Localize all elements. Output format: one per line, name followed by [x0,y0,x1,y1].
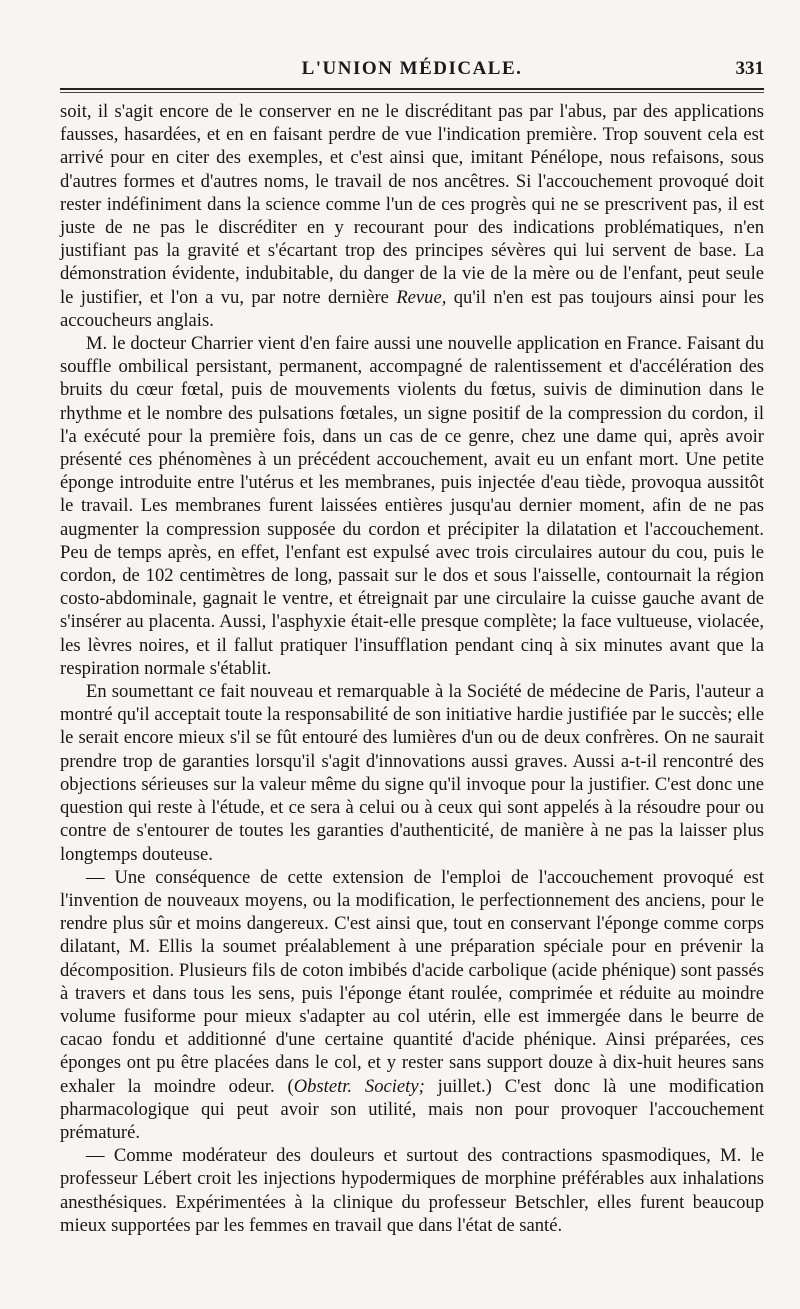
paragraph-text: — Comme modérateur des douleurs et surtout des contractions spasmodiques, M. le professeur Lébert croit les injections hypodermiques de morphine préférables aux inhalations anesthésiques. Expérimentées à la clinique du professeur Betschler, elles furent beaucoup mieux supportées par les femmes en travail que dans l'état de santé. [60,1145,764,1236]
paragraph-text: qu'il n'en est pas toujours ainsi pour les accoucheurs anglais. [60,286,764,331]
paragraph-text: soit, il s'agit encore de le conserver en ne le discréditant pas par l'abus, par des applications fausses, hasardées, et en en faisant perdre de vue l'indication première. Trop souvent cela est arrivé pour en citer des exemples, et c'est ainsi que, imitant Pénélope, nous refaisons, sous d'autres formes et d'autres noms, le travail de nos ancêtres. Si l'accouchement provoqué doit rester indéfiniment dans la science comme l'un de ces progrès qui ne se prescrivent pas, il est juste de ne pas le discréditer en y recourant pour des indications problématiques, n'en justifiant pas la gravité et s'écartant trop des principes sévères qui lui servent de base. La démonstration évidente, indubitable, du danger de la vie de la mère ou de l'enfant, peut seule le justifier, et l'on a vu, par notre dernière [60,101,764,308]
italic-citation: Obstetr. Society; [293,1075,425,1097]
paragraph-text: — Une conséquence de cette extension de l'emploi de l'accouchement provoqué est l'invention de nouveaux moyens, ou la modification, le perfectionnement des anciens, pour le rendre plus sûr et moins dangereux. C'est ainsi que, tout en conservant l'éponge comme corps dilatant, M. Ellis la soumet préalablement à une préparation spéciale pour en prévenir la décomposition. Plusieurs fils de coton imbibés d'acide carbolique (acide phénique) sont passés à travers et dans tous les sens, puis l'éponge étant roulée, comprimée et réduite au moindre volume fusiforme pour mieux s'adapter au col utérin, elle est immergée dans le beurre de cacao fondu et additionné d'une certaine quantité d'acide phénique. Ainsi préparées, ces éponges ont pu être placées dans le col, et y rester sans support douze à dix-huit heures sans exhaler la moindre odeur. ( [60,866,764,1097]
paragraph [60,100,764,332]
running-title: L'UNION MÉDICALE. [301,58,523,79]
paragraph [60,332,764,680]
header-rule [60,88,764,90]
paragraph [60,1144,764,1237]
page-number: 331 [735,58,764,79]
paragraph [60,866,764,1144]
paragraph-text: juillet.) C'est donc là une modification pharmacologique qui peut avoir son utilité, mais non pour provoquer l'accouchement prématuré. [60,1075,764,1143]
body-text [60,100,764,1237]
paragraph-text: En soumettant ce fait nouveau et remarquable à la Société de médecine de Paris, l'auteur a montré qu'il acceptait toute la responsabilité de son initiative hardie justifiée par le succès; elle le serait encore mieux s'il se fût entouré des lumières d'un ou de deux confrères. On ne saurait prendre trop de garanties lorsqu'il s'agit d'innovations aussi graves. Aussi a-t-il rencontré des objections sérieuses sur la valeur même du signe qu'il invoque pour la justifier. C'est donc une question qui reste à l'étude, et ce sera à celui ou à ceux qui sont appelés à la résoudre pour ou contre de s'entourer de toutes les garanties d'authenticité, de manière à ne pas la laisser plus longtemps douteuse. [60,681,764,865]
running-header [60,58,764,88]
header-rule-thin [60,92,764,93]
paragraph-text: M. le docteur Charrier vient d'en faire aussi une nouvelle application en France. Faisant du souffle ombilical persistant, permanent, accompagné de ralentissement et d'accélération des bruits du cœur fœtal, puis de mouvements violents du fœtus, suivis de diminution dans le rhythme et le nombre des pulsations fœtales, un signe positif de la compression du cordon, il l'a exécuté pour la première fois, dans un cas de ce genre, chez une dame qui, après avoir présenté ces phénomènes à un précédent accouchement, avait eu un enfant mort. Une petite éponge introduite entre l'utérus et les membranes, puis injectée d'eau tiède, provoqua aussitôt le travail. Les membranes furent laissées entières jusqu'au dernier moment, afin de ne pas augmenter la compression supposée du cordon et précipiter la dilatation et l'accouchement. Peu de temps après, en effet, l'enfant est expulsé avec trois circulaires autour du cou, puis le cordon, de 102 centimètres de long, passait sur le dos et sous l'aisselle, contournait la région costo-abdominale, gagnait le ventre, et étreignait par une circulaire la cuisse gauche avant de s'insérer au placenta. Aussi, l'asphyxie était-elle presque complète; la face vultueuse, violacée, les lèvres noires, et il fallut pratiquer l'insufflation pendant cinq à six minutes avant que la respiration normale s'établit. [60,333,764,679]
paragraph [60,680,764,866]
italic-reference: Revue, [396,286,447,308]
